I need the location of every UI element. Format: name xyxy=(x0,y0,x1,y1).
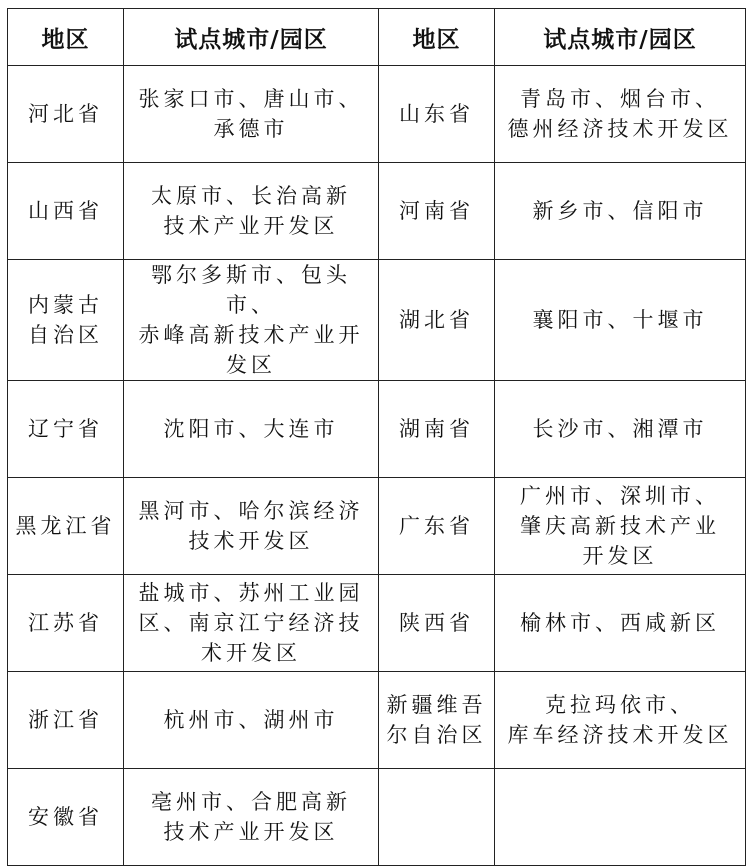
region-cell xyxy=(8,575,124,672)
city-cell xyxy=(495,575,746,672)
city-text: 鄂尔多斯市、包头市、 赤峰高新技术产业开 发区 xyxy=(138,263,364,377)
city-cell xyxy=(124,769,379,866)
region-text: 河南省 xyxy=(399,199,474,223)
table-row xyxy=(8,260,746,381)
table-header-row xyxy=(8,9,746,66)
table-row xyxy=(8,769,746,866)
region-text: 新疆维吾 尔自治区 xyxy=(386,693,487,747)
region-cell xyxy=(8,478,124,575)
city-cell xyxy=(495,163,746,260)
region-text: 广东省 xyxy=(399,514,474,538)
city-text: 亳州市、合肥高新 技术产业开发区 xyxy=(151,790,351,844)
city-cell xyxy=(495,381,746,478)
city-cell xyxy=(124,260,379,381)
region-cell xyxy=(379,672,495,769)
region-text: 山西省 xyxy=(28,199,103,223)
region-text: 黑龙江省 xyxy=(15,514,116,538)
city-text: 盐城市、苏州工业园 区、南京江宁经济技 术开发区 xyxy=(138,581,364,665)
city-text: 新乡市、信阳市 xyxy=(532,199,708,223)
region-text: 河北省 xyxy=(28,102,103,126)
region-cell xyxy=(379,478,495,575)
header-city-left: 试点城市/园区 xyxy=(124,9,379,66)
pilot-cities-table xyxy=(7,8,746,866)
region-cell xyxy=(379,381,495,478)
header-region-right: 地区 xyxy=(379,9,495,66)
region-cell xyxy=(8,260,124,381)
city-text: 张家口市、唐山市、 承德市 xyxy=(138,87,364,141)
region-text: 湖北省 xyxy=(399,308,474,332)
city-text: 长沙市、湘潭市 xyxy=(532,417,708,441)
region-cell xyxy=(379,260,495,381)
region-cell xyxy=(8,769,124,866)
city-cell xyxy=(124,478,379,575)
city-cell xyxy=(124,66,379,163)
table-row xyxy=(8,575,746,672)
city-cell xyxy=(495,66,746,163)
region-cell xyxy=(8,672,124,769)
header-city-right: 试点城市/园区 xyxy=(495,9,746,66)
region-cell xyxy=(379,66,495,163)
region-text: 湖南省 xyxy=(399,417,474,441)
region-text: 浙江省 xyxy=(28,708,103,732)
city-cell xyxy=(124,163,379,260)
table-row xyxy=(8,66,746,163)
city-text: 榆林市、西咸新区 xyxy=(520,611,720,635)
city-text: 太原市、长治高新 技术产业开发区 xyxy=(151,184,351,238)
city-text: 青岛市、烟台市、 德州经济技术开发区 xyxy=(507,87,733,141)
region-cell xyxy=(8,66,124,163)
city-text: 襄阳市、十堰市 xyxy=(532,308,708,332)
region-text: 辽宁省 xyxy=(28,417,103,441)
region-text: 陕西省 xyxy=(399,611,474,635)
region-cell xyxy=(379,575,495,672)
city-text: 杭州市、湖州市 xyxy=(163,708,339,732)
region-text: 安徽省 xyxy=(28,805,103,829)
table-row xyxy=(8,672,746,769)
city-text: 沈阳市、大连市 xyxy=(163,417,339,441)
table-row xyxy=(8,163,746,260)
header-region-left: 地区 xyxy=(8,9,124,66)
region-text: 江苏省 xyxy=(28,611,103,635)
city-text: 克拉玛依市、 库车经济技术开发区 xyxy=(507,693,733,747)
region-text: 内蒙古 自治区 xyxy=(28,293,103,347)
city-cell xyxy=(124,575,379,672)
empty-cell xyxy=(379,769,495,866)
city-cell xyxy=(495,260,746,381)
region-text: 山东省 xyxy=(399,102,474,126)
city-text: 广州市、深圳市、 肇庆高新技术产业 开发区 xyxy=(520,484,720,568)
region-cell xyxy=(379,163,495,260)
empty-cell xyxy=(495,769,746,866)
city-cell xyxy=(124,381,379,478)
table-row xyxy=(8,381,746,478)
city-cell xyxy=(124,672,379,769)
city-cell xyxy=(495,478,746,575)
city-text: 黑河市、哈尔滨经济 技术开发区 xyxy=(138,499,364,553)
city-cell xyxy=(495,672,746,769)
table-row xyxy=(8,478,746,575)
region-cell xyxy=(8,381,124,478)
region-cell xyxy=(8,163,124,260)
